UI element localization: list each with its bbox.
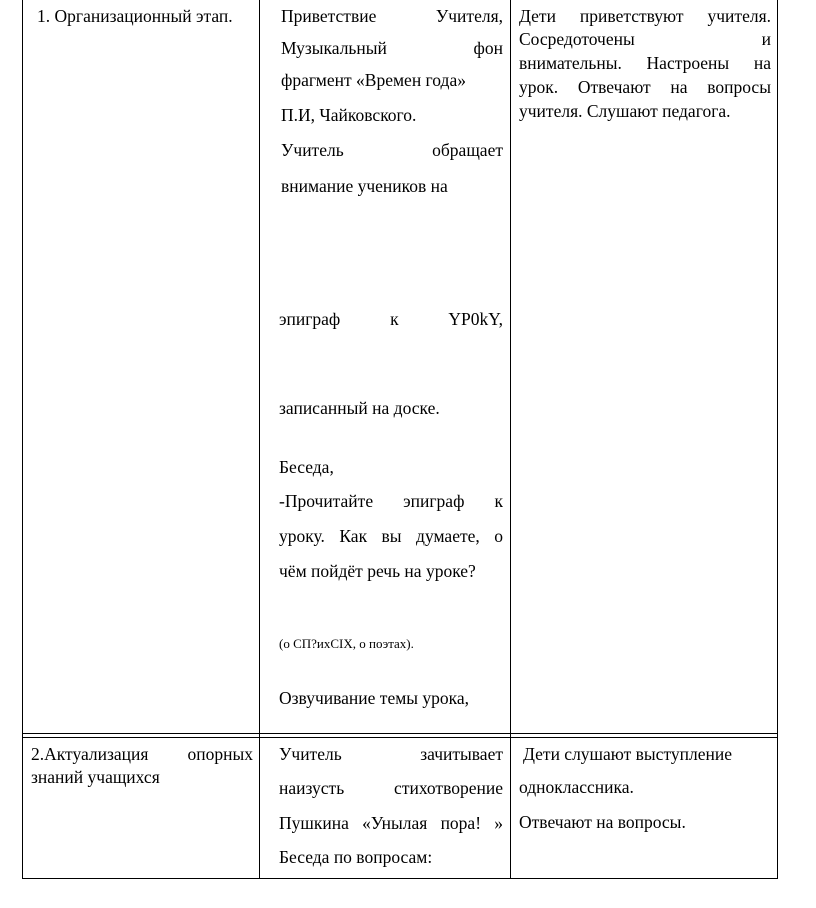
teacher-line-13: (о СП?ихСIХ, о поэтах).: [279, 636, 414, 651]
teacher2-line-3: Пушкина «Унылая пора! »: [279, 813, 503, 833]
stage-name-1: 1. Организационный этап.: [37, 6, 233, 26]
column-divider-2: [510, 0, 511, 878]
teacher-line-6: внимание учеников на: [281, 176, 448, 196]
teacher2-line-4: Беседа по вопросам:: [279, 847, 433, 867]
stage2-line-2: знаний учащихся: [31, 767, 160, 787]
teacher-line-2: Музыкальный фон: [281, 38, 503, 58]
lesson-plan-table: [22, 0, 778, 879]
student-line-2: Сосредоточены и: [519, 29, 771, 49]
stage2-line-1: 2.Актуализация опорных: [31, 744, 253, 764]
teacher-line-1: Приветствие Учителя,: [281, 6, 503, 26]
student-line-1: Дети приветствуют учителя.: [519, 6, 771, 26]
teacher-line-12: чём пойдёт речь на уроке?: [279, 561, 476, 581]
teacher-line-4: П.И, Чайковского.: [281, 105, 417, 125]
student2-line-3: Отвечают на вопросы.: [519, 812, 686, 832]
student2-line-1: Дети слушают выступление: [523, 744, 732, 764]
column-divider-1: [259, 0, 260, 878]
student-line-4: урок. Отвечают на вопросы: [519, 77, 771, 97]
student-line-3: внимательны. Настроены на: [519, 53, 771, 73]
teacher-line-10: -Прочитайте эпиграф к: [279, 491, 503, 511]
teacher-line-5: Учитель обращает: [281, 140, 503, 160]
student2-line-2: одноклассника.: [519, 777, 634, 797]
teacher2-line-2: наизусть стихотворение: [279, 778, 503, 798]
teacher-line-14: Озвучивание темы урока,: [279, 688, 470, 708]
teacher-line-9: Беседа,: [279, 457, 334, 477]
row-divider: [23, 733, 777, 734]
teacher-line-11: уроку. Как вы думаете, о: [279, 526, 503, 546]
teacher-line-3: фрагмент «Времен года»: [281, 70, 466, 90]
teacher-line-7: эпиграф к YP0kY,: [279, 309, 503, 329]
teacher2-line-1: Учитель зачитывает: [279, 744, 503, 764]
teacher-line-8: записанный на доске.: [279, 398, 440, 418]
student-line-5: учителя. Слушают педагога.: [519, 101, 731, 121]
row-divider-2: [23, 737, 777, 738]
